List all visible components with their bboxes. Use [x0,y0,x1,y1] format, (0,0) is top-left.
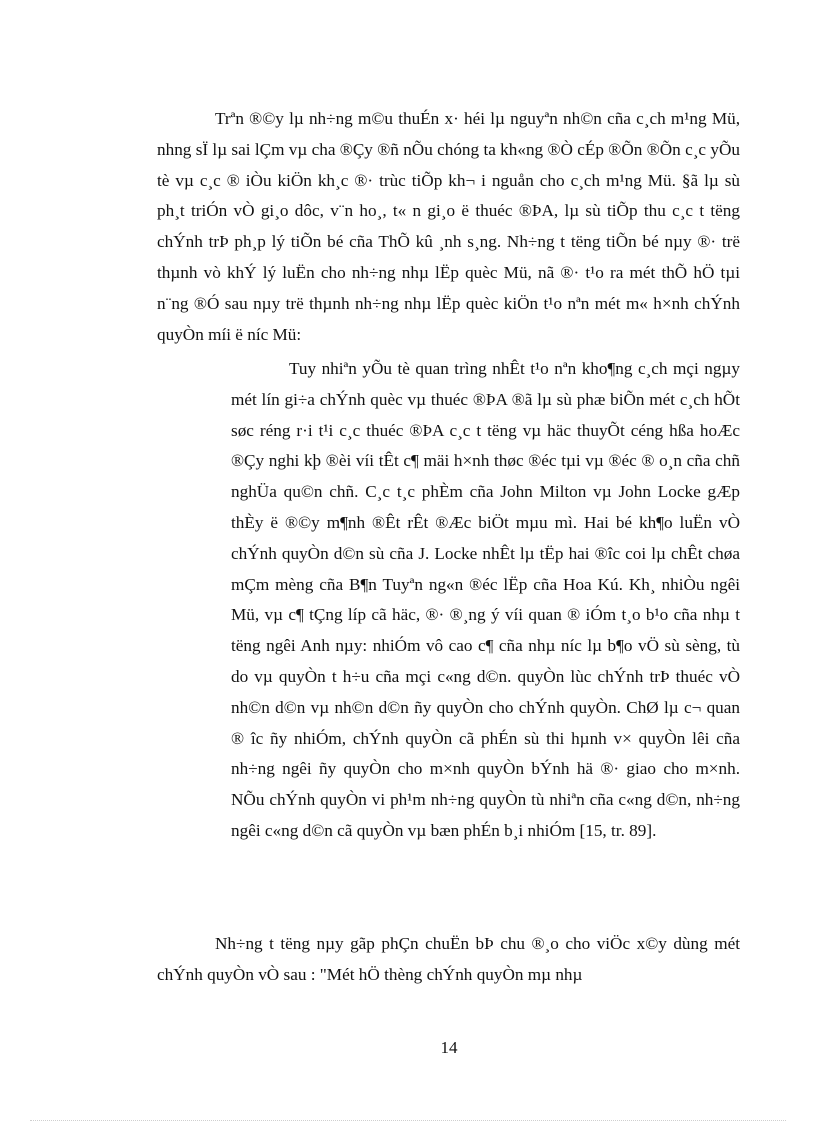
body-paragraph: Nh÷ng t tëng nµy gãp phÇn chuËn bÞ chu ®¸o cho viÖc x©y dùng mét chÝnh quyÒn vÒ sau : "Mét hÖ thèng chÝnh quyÒn mµ nhµ [157,934,740,984]
body-paragraph: Trªn ®©y lµ nh÷ng m©u thuÉn x· héi lµ nguyªn nh©n cña c¸ch m¹ng Mü, nhng sÏ lµ sai lÇm vµ cha ®Çy ®ñ nÕu chóng ta kh«ng ®Ò cÉp ®Õn ®Õn c¸c yÕu tè vµ c¸c ® iÒu kiÖn kh¸c ®· trùc tiÕp kh¬ i nguån cho c¸ch m¹ng Mü. §ã lµ sù ph¸t triÓn vÒ gi¸o dôc, v¨n ho¸, t« n gi¸o ë thuéc ®ÞA, lµ sù tiÕp thu c¸c t tëng chÝnh trÞ ph¸p lý tiÕn bé cña ThÕ kû ¸nh s¸ng. Nh÷ng t tëng tiÕn bé nµy ®· trë thµnh vò khÝ lý luËn cho nh÷ng nhµ lËp quèc Mü, nã ®· t¹o ra mét thÕ hÖ tµi n¨ng ®Ó sau nµy trë thµnh nh÷ng nhµ lËp quèc kiÖn t¹o nªn mét m« h×nh chÝnh quyÒn míi ë níc Mü: [157,109,740,344]
page-number: 14 [440,1038,458,1057]
page-bottom-divider [30,1120,786,1121]
block-quote: Tuy nhiªn yÕu tè quan trìng nhÊt t¹o nªn kho¶ng c¸ch mçi ngµy mét lín gi÷a chÝnh quèc vµ thuéc ®ÞA ®ã lµ sù phæ biÕn mét c¸ch hÕt søc réng r·i t¹i c¸c thuéc ®ÞA c¸c t tëng vµ häc thuyÕt céng hßa hoÆc ®Çy nghi kþ ®èi víi tÊt c¶ mäi h×nh thøc ®éc tµi vµ ®éc ® o¸n cña chñ nghÜa qu©n chñ. C¸c t¸c phÈm cña John Milton vµ John Locke gÆp thÈy ë ®©y m¶nh ®Êt rÊt ®Æc biÖt mµu mì. Hai bé kh¶o luËn vÒ chÝnh quyÒn d©n sù cña J. Locke nhÊt lµ tËp hai ®îc coi lµ chÊt chøa mÇm mèng cña B¶n Tuyªn ng«n ®éc lËp cña Hoa Kú. Kh¸ nhiÒu ngêi Mü, vµ c¶ tÇng líp cã häc, ®· ®¸ng ý víi quan ® iÓm t¸o b¹o cña nhµ t tëng ngêi Anh nµy: nhiÓm vô cao c¶ cña nhµ níc lµ b¶o vÖ sù sèng, tù do vµ quyÒn t h÷u cña mçi c«ng d©n. quyÒn lùc chÝnh trÞ thuéc vÒ nh©n d©n vµ nh©n d©n ñy quyÒn cho chÝnh quyÒn. ChØ lµ c¬ quan ® îc ñy nhiÓm, chÝnh quyÒn cã phÉn sù thi hµnh v× quyÒn lêi cña nh÷ng ngêi ñy quyÒn cho m×nh quyÒn bÝnh hä ®· giao cho m×nh. NÕu chÝnh quyÒn vi ph¹m nh÷ng quyÒn tù nhiªn cña c«ng d©n, nh÷ng ngêi c«ng d©n cã quyÒn vµ bæn phÉn b¸i nhiÓm [15, tr. 89]. [231,359,740,840]
